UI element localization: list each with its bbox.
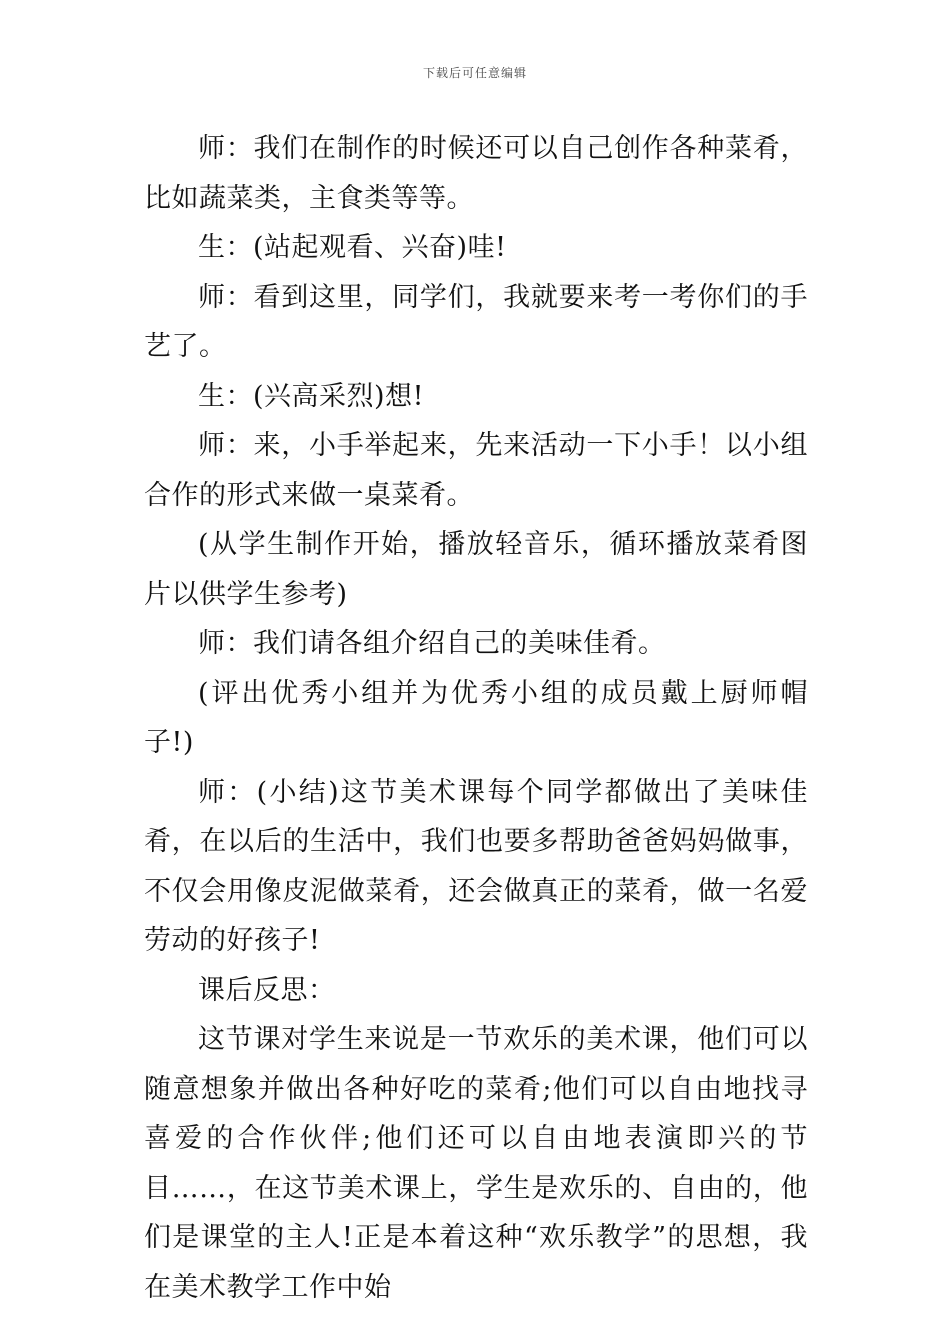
paragraph: (从学生制作开始，播放轻音乐，循环播放菜肴图片以供学生参考)	[144, 529, 808, 610]
paragraph: 师：来，小手举起来，先来活动一下小手！以小组合作的形式来做一桌菜肴。	[144, 430, 808, 511]
paragraph: (评出优秀小组并为优秀小组的成员戴上厨师帽子!)	[144, 677, 808, 758]
document-body	[144, 124, 808, 1312]
paragraph: 生：(兴高采烈)想!	[198, 380, 424, 412]
paragraph: 这节课对学生来说是一节欢乐的美术课，他们可以随意想象并做出各种好吃的菜肴;他们可以自由地找寻喜爱的合作伙伴;他们还可以自由地表演即兴的节目……，在这节美术课上，学生是欢乐的、自由的，他们是课堂的主人!正是本着这种“欢乐教学”的思想，我在美术教学工作中始	[144, 1024, 808, 1303]
paragraph: 师：我们在制作的时候还可以自己创作各种菜肴，比如蔬菜类，主食类等等。	[144, 133, 808, 214]
paragraph: 师：(小结)这节美术课每个同学都做出了美味佳肴，在以后的生活中，我们也要多帮助爸爸妈妈做事，不仅会用像皮泥做菜肴，还会做真正的菜肴，做一名爱劳动的好孩子!	[144, 776, 808, 956]
paragraph: 师：我们请各组介绍自己的美味佳肴。	[198, 628, 666, 659]
section-heading: 课后反思：	[198, 974, 336, 1006]
paragraph: 生：(站起观看、兴奋)哇!	[198, 232, 507, 263]
paragraph: 师：看到这里，同学们，我就要来考一考你们的手艺了。	[144, 281, 808, 362]
page-header: 下载后可任意编辑	[422, 66, 527, 80]
